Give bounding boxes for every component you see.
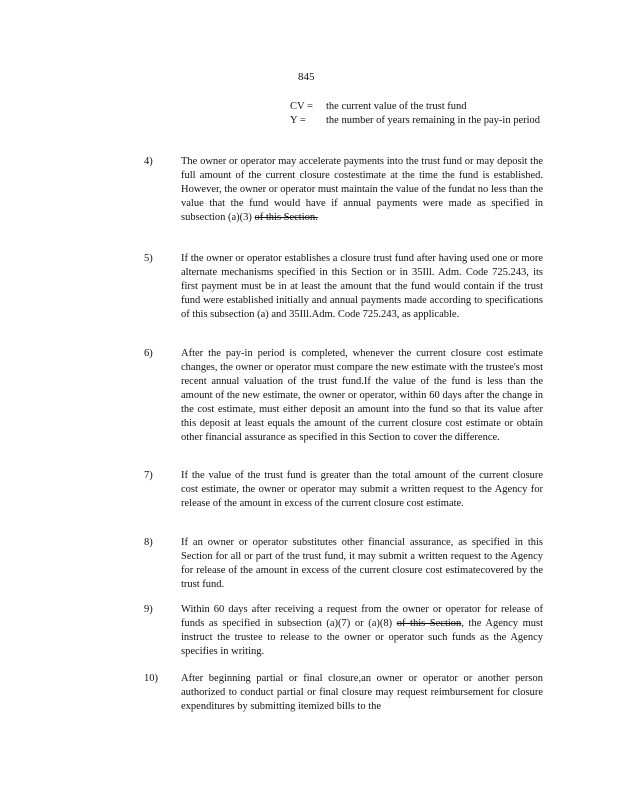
definition-term: Y = [290, 115, 306, 126]
item-text: If the owner or operator establishes a closure trust fund after having used one or more alternate mechanisms specified in this Section or in 35Ill. Adm. Code 725.243, its first payment must be in at least the amount that the fund would contain if the trust fund were established initially and annual payments made according to specifications of this subsection (a) and 35Ill.Adm. Code 725.243, as applicable. [181, 253, 543, 320]
item-5 [144, 252, 544, 322]
item-10 [144, 672, 544, 714]
item-number: 8) [144, 537, 153, 548]
struck-text: of this Section. [254, 212, 318, 223]
struck-text: of this Section [396, 618, 462, 629]
item-number: 10) [144, 673, 158, 684]
item-text: If an owner or operator substitutes other financial assurance, as specified in this Section for all or part of the trust fund, it may submit a written request to the Agency for release of the amount in excess of the current closure cost estimatecovered by the trust fund. [181, 537, 543, 590]
item-text: After the pay-in period is completed, whenever the current closure cost estimate changes, the owner or operator must compare the new estimate with the trustee's most recent annual valuation of the trust fund.If the value of the fund is less than the amount of the new estimate, the owner or operator, within 60 days after the change in the cost estimate, must either deposit an amount into the fund so that its value after this deposit at least equals the amount of the current closure cost estimate or obtain other financial assurance as specified in this Section to cover the difference. [181, 348, 543, 443]
item-number: 6) [144, 348, 153, 359]
item-number: 4) [144, 156, 153, 167]
item-7 [144, 469, 544, 511]
item-6 [144, 347, 544, 445]
page-number: 845 [298, 71, 315, 83]
item-text: After beginning partial or final closure,an owner or operator or another person authorized to conduct partial or final closure may request reimbursement for closure expenditures by submitting itemized bills to the [181, 673, 543, 712]
definition-y [290, 114, 556, 128]
item-8 [144, 536, 544, 592]
item-number: 9) [144, 604, 153, 615]
item-text: Within 60 days after receiving a request from the owner or operator for release of funds as specified in subsection (a)(7) or (a)(8) of this Section, the Agency must instruct the trustee to release to the owner or operator such funds as the Agency specifies in writing. [181, 604, 544, 657]
item-text: The owner or operator may accelerate payments into the trust fund or may deposit the full amount of the current closure costestimate at the time the fund is established. However, the owner or operator must maintain the value of the fundat no less than the value that the fund would have if annual payments were made as specified in subsection (a)(3) of this Section. [181, 156, 543, 223]
definition-term: CV = [290, 101, 313, 112]
item-4 [144, 155, 544, 225]
definitions [290, 100, 556, 128]
definition-cv [290, 100, 556, 114]
item-number: 5) [144, 253, 153, 264]
item-text: If the value of the trust fund is greater than the total amount of the current closure cost estimate, the owner or operator may submit a written request to the Agency for release of the amount in excess of the current closure cost estimate. [181, 470, 543, 509]
item-number: 7) [144, 470, 153, 481]
item-9 [144, 603, 544, 659]
definition-text: the number of years remaining in the pay-in period [326, 115, 541, 126]
definition-text: the current value of the trust fund [326, 101, 467, 112]
